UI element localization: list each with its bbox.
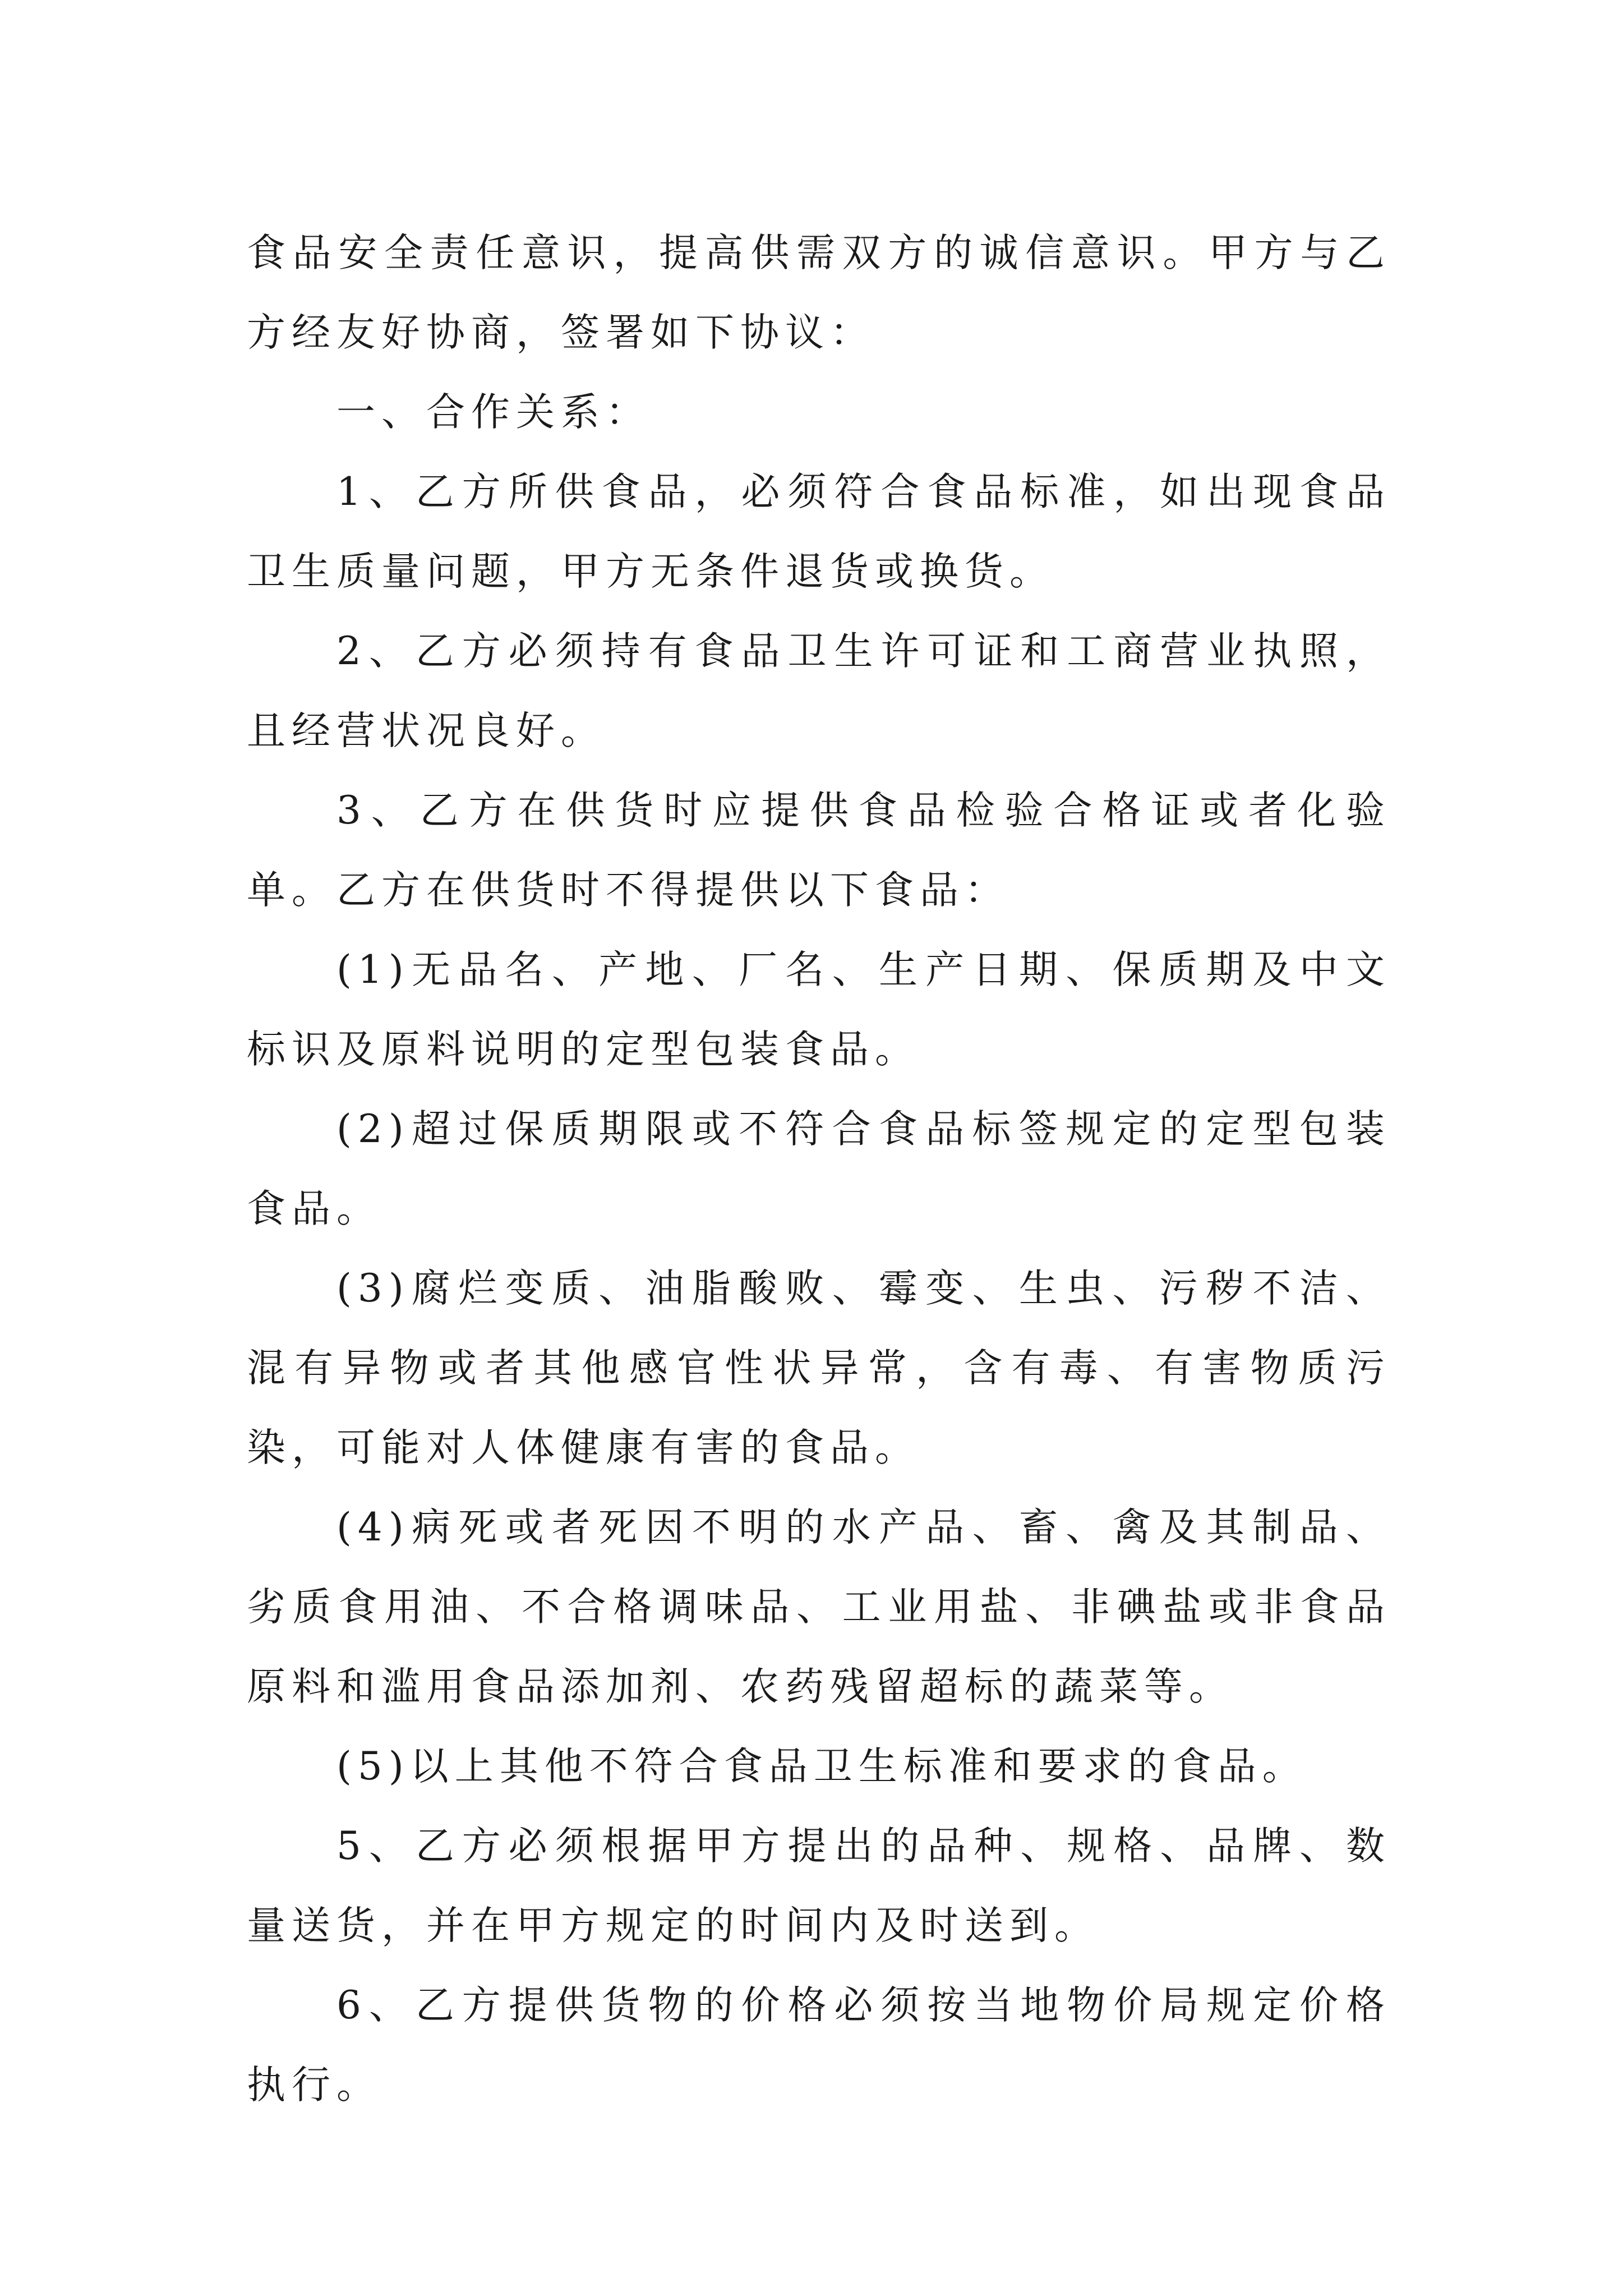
clause-1: 1、乙方所供食品，必须符合食品标准，如出现食品卫生质量问题，甲方无条件退货或换货。 [247, 470, 1391, 594]
paragraph-intro: 食品安全责任意识，提高供需双方的诚信意识。甲方与乙方经友好协商，签署如下协议： [247, 231, 1391, 355]
sub-clause-5: (5)以上其他不符合食品卫生标准和要求的食品。 [336, 1744, 1307, 1789]
sub-clause-1: (1)无品名、产地、厂名、生产日期、保质期及中文标识及原料说明的定型包装食品。 [247, 947, 1391, 1072]
clause-6: 6、乙方提供货物的价格必须按当地物价局规定价格执行。 [247, 1983, 1391, 2108]
sub-clause-4: (4)病死或者死因不明的水产品、畜、禽及其制品、劣质食用油、不合格调味品、工业用盐、非碘盐或非食品原料和滥用食品添加剂、农药残留超标的蔬菜等。 [247, 1505, 1391, 1709]
clause-5: 5、乙方必须根据甲方提出的品种、规格、品牌、数量送货，并在甲方规定的时间内及时送到。 [247, 1824, 1391, 1948]
sub-clause-2: (2)超过保质期限或不符合食品标签规定的定型包装食品。 [247, 1107, 1391, 1231]
clause-3: 3、乙方在供货时应提供食品检验合格证或者化验单。乙方在供货时不得提供以下食品： [247, 788, 1391, 913]
section-heading-cooperation: 一、合作关系： [336, 390, 651, 435]
clause-2: 2、乙方必须持有食品卫生许可证和工商营业执照，且经营状况良好。 [247, 629, 1391, 753]
sub-clause-3: (3)腐烂变质、油脂酸败、霉变、生虫、污秽不洁、混有异物或者其他感官性状异常，含有毒、有害物质污染，可能对人体健康有害的食品。 [247, 1266, 1391, 1470]
document-body [247, 213, 1391, 2125]
